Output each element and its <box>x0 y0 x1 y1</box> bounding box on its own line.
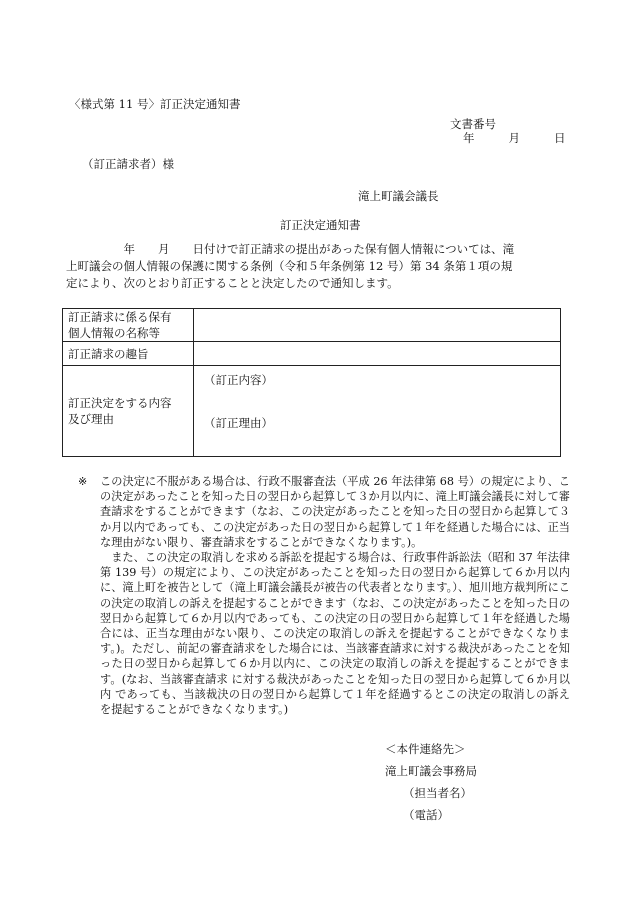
row-label: 訂正請求に係る保有 個人情報の名称等 <box>63 309 194 342</box>
note-paragraph: また、この決定の取消しを求める訴訟を提起する場合は、行政事件訴訟法（昭和 37 年法律第 139 号）の規定により、この決定があったことを知った日の翌日から起算して６か月以内に、滝上町を被告として（滝上町議会議長が被告の代表者となります。）、旭川地方裁判所にこの決定の取消しの訴えを提起することができます（なお、この決定があったことを知った日の翌日から起算して６か月以内であっても、この決定の日の翌日から起算して１年を経過した場合には、正当な理由がない限り、この決定の取消しの訴えを提起することができなくなります。)。ただし、前記の審査請求をした場合には、当該審査請求に対する裁決があったことを知った日の翌日から起算して６か月以内に、この決定の取消しの訴えを提起することができます。(なお、当該審査請求 に対する裁決があったことを知った日の翌日から起算して６か月以内 であっても、当該裁決の日の翌日から起算して１年を経過するとこの決定の取消しの訴えを提起することができなくなります。) <box>100 551 570 717</box>
body-text <box>66 241 570 292</box>
date-year: 年 <box>463 131 475 145</box>
date-month: 月 <box>508 131 520 145</box>
row-value <box>194 342 561 366</box>
sender: 滝上町議会議長 <box>358 189 439 203</box>
info-table <box>62 308 561 457</box>
contact-heading: ＜本件連絡先＞ <box>385 742 466 756</box>
row-label: 訂正決定をする内容 及び理由 <box>63 366 194 457</box>
note-mark: ※ <box>78 475 88 488</box>
body-line: 年 月 日付けで訂正請求の提出があった保有個人情報については、滝 <box>66 242 515 256</box>
contact-person: （担当者名） <box>403 786 472 800</box>
row-value <box>194 366 561 457</box>
reason-label: （訂正理由） <box>204 416 273 430</box>
contact-office: 滝上町議会事務局 <box>385 764 477 778</box>
document-number-label: 文書番号 <box>450 117 496 131</box>
content-label: （訂正内容） <box>204 373 273 387</box>
body-line: 上町議会の個人情報の保護に関する条例（令和５年条例第 12 号）第 34 条第１項の規 <box>66 259 513 273</box>
body-line: 定により、次のとおり訂正することと決定したので通知します。 <box>66 276 399 290</box>
table-row <box>63 366 561 457</box>
table-row <box>63 342 561 366</box>
form-label: 〈様式第 11 号〉訂正決定通知書 <box>69 97 241 111</box>
note <box>78 474 570 717</box>
document-title: 訂正決定通知書 <box>280 218 361 232</box>
date-line <box>463 130 566 146</box>
contact-phone: （電話） <box>403 808 449 822</box>
table-row <box>63 309 561 342</box>
row-label: 訂正請求の趣旨 <box>63 342 194 366</box>
recipient: （訂正請求者）様 <box>82 157 174 171</box>
note-paragraph: この決定に不服がある場合は、行政不服審査法（平成 26 年法律第 68 号）の規定により、この決定があったことを知った日の翌日から起算して３か月以内に、滝上町議会議長に対して審査請求をすることができます（なお、この決定があったことを知った日の翌日から起算して３か月以内であっても、この決定があった日の翌日から起算して１年を経過した場合には、正当な理由がない限り、審査請求をすることができなくなります。)。 <box>100 475 570 549</box>
date-day: 日 <box>554 131 566 145</box>
contact-block <box>385 738 477 826</box>
row-value <box>194 309 561 342</box>
